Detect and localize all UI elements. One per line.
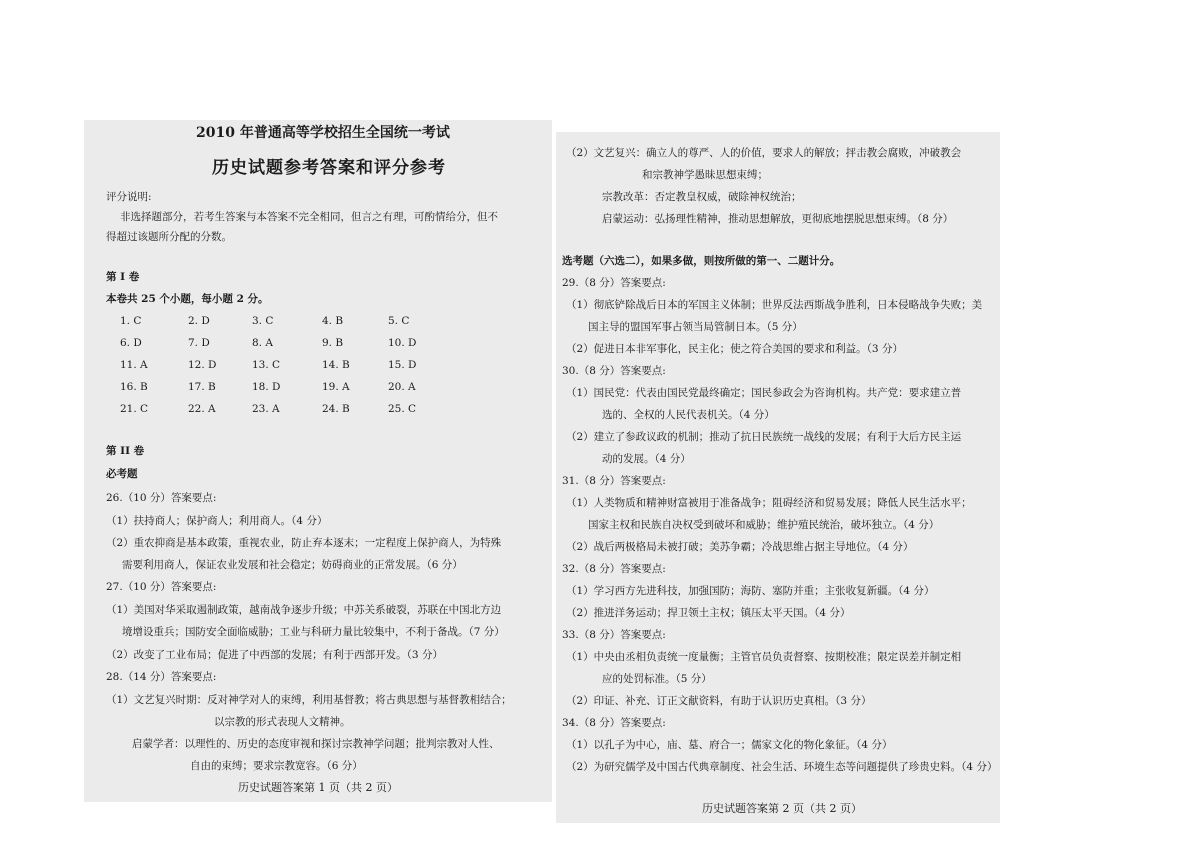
answer-line: （2）为研究儒学及中国古代典章制度、社会生活、环境生态等问题提供了珍贵史料。（4 分） bbox=[566, 761, 998, 773]
answer-line: （1）人类物质和精神财富被用于准备战争；阻碍经济和贸易发展；降低人民生活水平； bbox=[566, 497, 972, 509]
answer-line: （1）扶持商人；保护商人；利用商人。（4 分） bbox=[106, 515, 328, 527]
mc-answer: 16. B bbox=[120, 381, 148, 393]
question-heading: 34.（8 分）答案要点: bbox=[562, 717, 666, 729]
mc-answer: 17. B bbox=[188, 381, 216, 393]
mc-answer: 6. D bbox=[120, 337, 142, 349]
question-heading: 28.（14 分）答案要点: bbox=[106, 671, 217, 683]
mc-answer: 22. A bbox=[188, 403, 216, 415]
question-heading: 27.（10 分）答案要点: bbox=[106, 581, 217, 593]
mc-answer: 10. D bbox=[388, 337, 417, 349]
mc-answer: 21. C bbox=[120, 403, 149, 415]
mc-answer: 15. D bbox=[388, 359, 417, 371]
mc-answer: 4. B bbox=[322, 315, 344, 327]
mc-answer: 11. A bbox=[120, 359, 148, 371]
answer-line: （2）文艺复兴：确立人的尊严、人的价值，要求人的解放；抨击教会腐败，冲破教会 bbox=[566, 147, 962, 159]
answer-sheet-page-1 bbox=[84, 120, 552, 802]
page-title: 历史试题参考答案和评分参考 bbox=[212, 158, 446, 178]
answer-line: （2）战后两极格局未被打破；美苏争霸；冷战思维占据主导地位。（4 分） bbox=[566, 541, 914, 553]
question-heading: 33.（8 分）答案要点: bbox=[562, 629, 666, 641]
mc-answer: 24. B bbox=[322, 403, 350, 415]
elective-section-heading: 选考题（六选二），如果多做，则按所做的第一、二题计分。 bbox=[562, 255, 841, 267]
answer-line: （1）文艺复兴时期：反对神学对人的束缚，利用基督教；将古典思想与基督教相结合； bbox=[106, 694, 512, 706]
answer-sheet-page-2 bbox=[556, 132, 1000, 823]
answer-line: （2）促进日本非军事化，民主化；使之符合美国的要求和利益。（3 分） bbox=[566, 343, 903, 355]
multiple-choice-intro: 本卷共 25 个小题，每小题 2 分。 bbox=[106, 293, 269, 305]
answer-line: 选的、全权的人民代表机关。（4 分） bbox=[602, 409, 775, 421]
answer-line: （2）建立了参政议政的机制；推动了抗日民族统一战线的发展；有利于大后方民主运 bbox=[566, 431, 962, 443]
page-footer: 历史试题答案第 2 页（共 2 页） bbox=[702, 802, 862, 815]
answer-line: （2）改变了工业布局；促进了中西部的发展；有利于西部开发。（3 分） bbox=[106, 649, 443, 661]
mc-answer: 19. A bbox=[322, 381, 350, 393]
mc-answer: 23. A bbox=[252, 403, 280, 415]
volume-1-heading: 第 I 卷 bbox=[106, 271, 140, 283]
answer-line: （2）印证、补充、订正文献资料，有助于认识历史真相。（3 分） bbox=[566, 695, 872, 707]
question-heading: 30.（8 分）答案要点: bbox=[562, 365, 666, 377]
volume-2-heading: 第 II 卷 bbox=[106, 445, 145, 457]
answer-line: （2）推进洋务运动；捍卫领土主权；镇压太平天国。（4 分） bbox=[566, 607, 851, 619]
answer-line: 需要利用商人，保证农业发展和社会稳定；妨碍商业的正常发展。（6 分） bbox=[122, 559, 463, 571]
mc-answer: 5. C bbox=[388, 315, 410, 327]
answer-line: （1）学习西方先进科技，加强国防；海防、塞防并重；主张收复新疆。（4 分） bbox=[566, 585, 935, 597]
answer-line: （1）国民党：代表由国民党最终确定；国民参政会为咨询机构。共产党：要求建立普 bbox=[566, 387, 962, 399]
answer-line: 应的处罚标准。（5 分） bbox=[602, 673, 712, 685]
question-heading: 32.（8 分）答案要点: bbox=[562, 563, 666, 575]
answer-line: 自由的束缚；要求宗教宽容。（6 分） bbox=[190, 760, 363, 772]
mc-answer: 9. B bbox=[322, 337, 344, 349]
answer-line: 启蒙学者：以理性的、历史的态度审视和探讨宗教神学问题；批判宗教对人性、 bbox=[132, 738, 500, 750]
required-questions-heading: 必考题 bbox=[106, 468, 138, 480]
answer-line: 国主导的盟国军事占领当局管制日本。（5 分） bbox=[588, 321, 803, 333]
answer-line: 境增设重兵；国防安全面临威胁；工业与科研力量比较集中，不利于备战。（7 分） bbox=[122, 626, 505, 638]
answer-line: 动的发展。（4 分） bbox=[602, 453, 691, 465]
grading-text-line: 得超过该题所分配的分数。 bbox=[106, 231, 232, 243]
mc-answer: 25. C bbox=[388, 403, 417, 415]
exam-title: 2010 年普通高等学校招生全国统一考试 bbox=[196, 125, 450, 141]
mc-answer: 12. D bbox=[188, 359, 217, 371]
mc-answer: 7. D bbox=[188, 337, 210, 349]
answer-line: 启蒙运动：弘扬理性精神，推动思想解放，更彻底地摆脱思想束缚。（8 分） bbox=[602, 213, 954, 225]
question-heading: 29.（8 分）答案要点: bbox=[562, 277, 666, 289]
page-footer: 历史试题答案第 1 页（共 2 页） bbox=[238, 781, 398, 794]
answer-line: 宗教改革：否定教皇权威，破除神权统治； bbox=[602, 191, 802, 203]
mc-answer: 14. B bbox=[322, 359, 350, 371]
answer-line: 和宗教神学愚昧思想束缚； bbox=[642, 169, 768, 181]
answer-line: （1）以孔子为中心，庙、墓、府合一；儒家文化的物化象征。（4 分） bbox=[566, 739, 893, 751]
answer-line: （2）重农抑商是基本政策，重视农业，防止弃本逐末；一定程度上保护商人，为特殊 bbox=[106, 537, 502, 549]
mc-answer: 8. A bbox=[252, 337, 273, 349]
answer-line: （1）美国对华采取遏制政策，越南战争逐步升级；中苏关系破裂，苏联在中国北方边 bbox=[106, 604, 502, 616]
answer-line: （1）中央由丞相负责统一度量衡；主管官员负责督察、按期校准；限定误差并制定相 bbox=[566, 651, 962, 663]
mc-answer: 3. C bbox=[252, 315, 274, 327]
grading-text-line: 非选择题部分，若考生答案与本答案不完全相同，但言之有理，可酌情给分，但不 bbox=[120, 211, 498, 223]
question-heading: 31.（8 分）答案要点: bbox=[562, 475, 666, 487]
grading-label: 评分说明: bbox=[106, 191, 152, 203]
mc-answer: 1. C bbox=[120, 315, 142, 327]
mc-answer: 2. D bbox=[188, 315, 210, 327]
mc-answer: 13. C bbox=[252, 359, 281, 371]
answer-line: 以宗教的形式表现人文精神。 bbox=[214, 716, 351, 728]
answer-line: （1）彻底铲除战后日本的军国主义体制；世界反法西斯战争胜利，日本侵略战争失败；美 bbox=[566, 299, 983, 311]
answer-line: 国家主权和民族自决权受到破坏和威胁；维护殖民统治，破坏独立。（4 分） bbox=[588, 519, 940, 531]
question-heading: 26.（10 分）答案要点: bbox=[106, 492, 217, 504]
mc-answer: 18. D bbox=[252, 381, 281, 393]
mc-answer: 20. A bbox=[388, 381, 416, 393]
